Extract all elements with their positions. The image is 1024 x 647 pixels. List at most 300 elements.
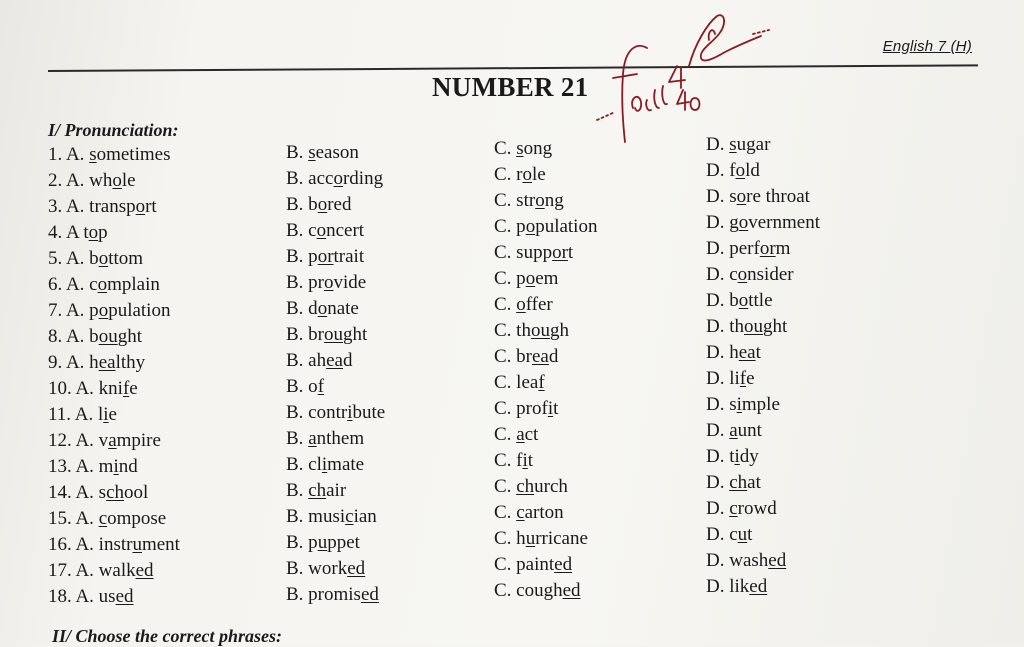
- underlined-sound: ea: [738, 342, 756, 363]
- word-part: A. s: [75, 482, 107, 503]
- underlined-sound: s: [308, 142, 316, 163]
- word-part: nate: [327, 298, 359, 319]
- underlined-sound: ou: [98, 326, 118, 347]
- word-part: ugar: [736, 134, 771, 155]
- word-part: A. l: [74, 404, 104, 425]
- word-part: ttom: [108, 248, 144, 269]
- word-part: B. c: [286, 220, 317, 241]
- question-number: 8.: [48, 326, 63, 347]
- underlined-sound: u: [525, 528, 536, 549]
- word-part: C. prof: [494, 398, 548, 419]
- word-part: D.: [706, 472, 730, 493]
- word-part: C. r: [494, 164, 523, 185]
- option-a-q7: [48, 300, 170, 322]
- option-b-q5: [286, 246, 364, 268]
- option-c-q9: [494, 346, 558, 368]
- option-d-q6: [706, 264, 794, 286]
- word-part: ian: [353, 506, 377, 527]
- underlined-sound: o: [98, 300, 109, 321]
- underlined-sound: i: [113, 456, 119, 477]
- underlined-sound: ch: [106, 482, 125, 503]
- word-part: A. c: [65, 274, 98, 295]
- section-pronunciation-heading: I/ Pronunciation:: [48, 120, 179, 140]
- underlined-sound: o: [525, 216, 536, 237]
- option-a-q2: [48, 170, 136, 192]
- word-part: C. br: [494, 346, 532, 367]
- option-b-q17: [286, 558, 365, 580]
- option-c-q12: [494, 424, 538, 446]
- option-d-q11: [706, 394, 780, 416]
- option-c-q15: [494, 502, 564, 524]
- underlined-sound: o: [735, 160, 746, 181]
- underlined-sound: i: [103, 404, 109, 425]
- word-part: D.: [706, 420, 730, 441]
- question-number: 7.: [48, 300, 63, 321]
- question-number: 6.: [48, 274, 63, 295]
- underlined-sound: ea: [326, 350, 343, 371]
- underlined-sound: a: [108, 430, 117, 451]
- option-a-q16: [48, 534, 180, 556]
- underlined-sound: ed: [360, 584, 379, 605]
- option-b-q18: [286, 584, 379, 606]
- word-part: C.: [494, 138, 517, 159]
- question-number: 18.: [48, 586, 72, 607]
- option-a-q11: [48, 404, 117, 426]
- word-part: d: [342, 350, 353, 371]
- underlined-sound: f: [538, 372, 545, 393]
- word-part: D. h: [706, 342, 739, 363]
- underlined-sound: u: [317, 532, 328, 553]
- underlined-sound: ed: [562, 580, 581, 601]
- underlined-sound: o: [737, 264, 748, 285]
- option-d-q15: [706, 498, 777, 520]
- underlined-sound: f: [317, 376, 325, 397]
- option-b-q12: [286, 428, 364, 450]
- underlined-sound: ed: [115, 586, 134, 607]
- underlined-sound: i: [736, 394, 742, 415]
- option-a-q4: [48, 222, 108, 244]
- word-part: red: [327, 194, 352, 215]
- underlined-sound: c: [516, 502, 525, 523]
- underlined-sound: ed: [749, 576, 768, 597]
- question-number: 4.: [48, 222, 63, 243]
- underlined-sound: a: [729, 420, 738, 441]
- underlined-sound: o: [736, 186, 747, 207]
- underlined-sound: o: [98, 248, 109, 269]
- word-part: A. b: [65, 248, 99, 269]
- word-part: t: [527, 450, 534, 471]
- question-number: 5.: [48, 248, 63, 269]
- word-part: mple: [741, 394, 780, 415]
- word-part: B. ah: [286, 350, 327, 371]
- option-a-q10: [48, 378, 138, 400]
- word-part: gh: [549, 320, 569, 341]
- option-b-q8: [286, 324, 367, 346]
- option-a-q3: [48, 196, 157, 218]
- word-part: D. b: [706, 290, 739, 311]
- underlined-sound: ed: [554, 554, 573, 575]
- underlined-sound: i: [734, 446, 740, 467]
- option-d-q14: [706, 472, 761, 494]
- word-part: em: [535, 268, 559, 289]
- underlined-sound: or: [759, 238, 776, 259]
- word-part: B. p: [286, 532, 318, 553]
- option-d-q8: [706, 316, 787, 338]
- option-c-q11: [494, 398, 558, 420]
- word-part: D. wash: [706, 550, 769, 571]
- underlined-sound: o: [522, 164, 532, 185]
- word-part: D. th: [706, 316, 744, 337]
- underlined-sound: ou: [744, 316, 763, 337]
- word-part: vernment: [748, 212, 820, 233]
- option-b-q11: [286, 402, 385, 424]
- option-c-q5: [494, 242, 573, 264]
- underlined-sound: o: [333, 168, 343, 189]
- word-part: A. kni: [75, 378, 123, 399]
- word-part: A. v: [75, 430, 109, 451]
- word-part: ompose: [107, 508, 167, 529]
- word-part: D. li: [706, 368, 740, 389]
- word-part: rt: [145, 196, 157, 217]
- underlined-sound: ch: [729, 472, 748, 493]
- word-part: B.: [286, 142, 309, 163]
- word-part: m: [775, 238, 791, 259]
- option-a-q15: [48, 508, 166, 530]
- page-title: NUMBER 21: [432, 72, 589, 102]
- word-part: trait: [333, 246, 365, 267]
- word-part: B. d: [286, 298, 318, 319]
- word-part: rowd: [737, 498, 777, 519]
- word-part: pulation: [108, 300, 171, 321]
- word-part: B.: [286, 428, 309, 449]
- underlined-sound: f: [739, 368, 747, 389]
- word-part: ght: [763, 316, 788, 337]
- word-part: C.: [494, 424, 517, 445]
- underlined-sound: s: [729, 134, 737, 155]
- underlined-sound: or: [317, 246, 334, 267]
- word-part: A. m: [75, 456, 114, 477]
- underlined-sound: c: [98, 508, 108, 529]
- underlined-sound: ou: [530, 320, 550, 341]
- word-part: B. b: [286, 194, 318, 215]
- question-number: 17.: [48, 560, 72, 581]
- word-part: A. h: [65, 352, 99, 373]
- option-b-q3: [286, 194, 351, 216]
- question-number: 12.: [48, 430, 72, 451]
- option-c-q10: [494, 372, 545, 394]
- word-part: A t: [65, 222, 89, 243]
- word-part: ometimes: [96, 144, 171, 165]
- option-c-q4: [494, 216, 597, 238]
- word-part: D. f: [706, 160, 736, 181]
- option-a-q13: [48, 456, 138, 478]
- underlined-sound: o: [112, 170, 122, 191]
- option-b-q13: [286, 454, 364, 476]
- question-number: 15.: [48, 508, 72, 529]
- word-part: A. us: [75, 586, 116, 607]
- underlined-sound: u: [132, 534, 142, 555]
- underlined-sound: ed: [768, 550, 787, 571]
- word-part: ld: [745, 160, 760, 181]
- underlined-sound: o: [88, 222, 99, 243]
- underlined-sound: f: [122, 378, 130, 399]
- word-part: A. walk: [75, 560, 136, 581]
- word-part: bute: [352, 402, 386, 423]
- option-b-q14: [286, 480, 346, 502]
- word-part: t: [567, 242, 574, 263]
- option-a-q17: [48, 560, 154, 582]
- word-part: B. contr: [286, 402, 348, 423]
- handwritten-score-mark: [585, 4, 785, 144]
- word-part: le: [121, 170, 136, 191]
- word-part: D. s: [706, 186, 737, 207]
- word-part: dy: [739, 446, 759, 467]
- underlined-sound: a: [516, 424, 525, 445]
- word-part: lthy: [115, 352, 146, 373]
- word-part: C. h: [494, 528, 526, 549]
- word-part: vide: [333, 272, 367, 293]
- word-part: B. o: [286, 376, 318, 397]
- option-c-q16: [494, 528, 588, 550]
- option-d-q10: [706, 368, 755, 390]
- option-a-q18: [48, 586, 134, 608]
- option-b-q9: [286, 350, 352, 372]
- section-phrases-heading: II/ Choose the correct phrases:: [52, 626, 283, 646]
- question-number: 16.: [48, 534, 72, 555]
- underlined-sound: o: [97, 274, 108, 295]
- word-part: C. supp: [494, 242, 553, 263]
- question-number: 1.: [48, 144, 63, 165]
- word-part: le: [532, 164, 546, 185]
- question-number: 2.: [48, 170, 63, 191]
- word-part: B. acc: [286, 168, 334, 189]
- underlined-sound: or: [552, 242, 568, 263]
- option-d-q7: [706, 290, 773, 312]
- underlined-sound: u: [737, 524, 748, 545]
- word-part: B. br: [286, 324, 324, 345]
- underlined-sound: o: [516, 294, 526, 315]
- word-part: d: [548, 346, 559, 367]
- word-part: ght: [117, 326, 142, 347]
- option-d-q12: [706, 420, 762, 442]
- word-part: A.: [65, 144, 90, 165]
- word-part: C. lea: [494, 372, 539, 393]
- word-part: C. f: [494, 450, 523, 471]
- word-part: ment: [141, 534, 180, 555]
- option-d-q3: [706, 186, 810, 208]
- underlined-sound: s: [89, 144, 97, 165]
- underlined-sound: o: [317, 298, 328, 319]
- option-c-q17: [494, 554, 572, 576]
- word-part: D.: [706, 134, 730, 155]
- underlined-sound: s: [516, 138, 524, 159]
- header-rule: [48, 64, 978, 72]
- underlined-sound: i: [547, 398, 554, 419]
- option-d-q1: [706, 134, 770, 156]
- underlined-sound: o: [317, 194, 328, 215]
- option-a-q12: [48, 430, 161, 452]
- word-part: nd: [118, 456, 138, 477]
- option-a-q5: [48, 248, 143, 270]
- word-part: urch: [534, 476, 568, 497]
- word-part: ncert: [326, 220, 365, 241]
- question-number: 13.: [48, 456, 72, 477]
- word-part: ppet: [327, 532, 360, 553]
- option-c-q8: [494, 320, 569, 342]
- word-part: arton: [524, 502, 564, 523]
- word-part: A. p: [65, 300, 99, 321]
- word-part: D. g: [706, 212, 739, 233]
- option-a-q6: [48, 274, 160, 296]
- option-c-q2: [494, 164, 546, 186]
- word-part: air: [326, 480, 347, 501]
- question-number: 11.: [48, 404, 72, 425]
- word-part: nsider: [747, 264, 794, 285]
- option-c-q13: [494, 450, 533, 472]
- word-part: A.: [75, 508, 99, 529]
- underlined-sound: ed: [135, 560, 154, 581]
- underlined-sound: ch: [308, 480, 327, 501]
- underlined-sound: ed: [347, 558, 366, 579]
- option-a-q8: [48, 326, 142, 348]
- word-part: rding: [342, 168, 384, 189]
- option-b-q2: [286, 168, 383, 190]
- underlined-sound: ea: [98, 352, 116, 373]
- word-part: B. pr: [286, 272, 324, 293]
- word-part: B. work: [286, 558, 348, 579]
- underlined-sound: o: [525, 268, 536, 289]
- option-a-q9: [48, 352, 145, 374]
- word-part: ght: [343, 324, 368, 345]
- underlined-sound: o: [316, 220, 327, 241]
- word-part: D. t: [706, 446, 735, 467]
- question-number: 14.: [48, 482, 72, 503]
- option-c-q3: [494, 190, 564, 212]
- option-b-q6: [286, 272, 366, 294]
- option-b-q1: [286, 142, 359, 164]
- word-part: A. b: [65, 326, 99, 347]
- option-d-q4: [706, 212, 820, 234]
- underlined-sound: o: [535, 190, 545, 211]
- word-part: C. paint: [494, 554, 555, 575]
- word-part: B. promis: [286, 584, 361, 605]
- word-part: at: [747, 472, 761, 493]
- underlined-sound: i: [347, 402, 353, 423]
- word-part: ttle: [748, 290, 773, 311]
- option-d-q9: [706, 342, 761, 364]
- word-part: A. instr: [75, 534, 133, 555]
- underlined-sound: o: [738, 290, 749, 311]
- word-part: t: [755, 342, 761, 363]
- word-part: C. cough: [494, 580, 563, 601]
- option-c-q7: [494, 294, 553, 316]
- option-d-q17: [706, 550, 786, 572]
- word-part: re throat: [746, 186, 810, 207]
- word-part: e: [746, 368, 755, 389]
- word-part: C.: [494, 502, 517, 523]
- question-number: 10.: [48, 378, 72, 399]
- word-part: pulation: [535, 216, 598, 237]
- option-c-q18: [494, 580, 581, 602]
- word-part: unt: [737, 420, 762, 441]
- underlined-sound: ch: [516, 476, 535, 497]
- option-b-q4: [286, 220, 364, 242]
- underlined-sound: o: [738, 212, 749, 233]
- word-part: mpire: [116, 430, 161, 451]
- option-c-q6: [494, 268, 558, 290]
- underlined-sound: ou: [324, 324, 343, 345]
- option-d-q5: [706, 238, 790, 260]
- word-part: p: [98, 222, 108, 243]
- word-part: D. perf: [706, 238, 760, 259]
- option-b-q15: [286, 506, 377, 528]
- word-part: nthem: [316, 428, 365, 449]
- option-a-q14: [48, 482, 148, 504]
- word-part: B.: [286, 480, 309, 501]
- option-d-q16: [706, 524, 752, 546]
- word-part: ool: [124, 482, 149, 503]
- word-part: C.: [494, 294, 517, 315]
- word-part: D.: [706, 498, 730, 519]
- word-part: C. p: [494, 216, 526, 237]
- word-part: A. wh: [65, 170, 113, 191]
- option-a-q1: [48, 144, 170, 166]
- word-part: e: [108, 404, 117, 425]
- underlined-sound: c: [345, 506, 354, 527]
- question-number: 3.: [48, 196, 63, 217]
- word-part: C.: [494, 476, 517, 497]
- word-part: ng: [544, 190, 564, 211]
- underlined-sound: o: [135, 196, 146, 217]
- option-d-q18: [706, 576, 767, 598]
- option-d-q13: [706, 446, 759, 468]
- word-part: e: [129, 378, 138, 399]
- option-c-q1: [494, 138, 552, 160]
- word-part: rricane: [535, 528, 588, 549]
- option-c-q14: [494, 476, 568, 498]
- word-part: C. th: [494, 320, 531, 341]
- word-part: D. s: [706, 394, 737, 415]
- word-part: B. p: [286, 246, 318, 267]
- option-d-q2: [706, 160, 760, 182]
- underlined-sound: i: [522, 450, 528, 471]
- word-part: C. str: [494, 190, 536, 211]
- underlined-sound: ea: [532, 346, 549, 367]
- underlined-sound: c: [729, 498, 738, 519]
- word-part: B. musi: [286, 506, 346, 527]
- word-part: t: [553, 398, 559, 419]
- question-number: 9.: [48, 352, 63, 373]
- word-part: mplain: [107, 274, 160, 295]
- word-part: D. c: [706, 524, 738, 545]
- underlined-sound: a: [308, 428, 317, 449]
- word-part: ct: [524, 424, 539, 445]
- underlined-sound: i: [321, 454, 328, 475]
- option-b-q10: [286, 376, 324, 398]
- option-b-q7: [286, 298, 359, 320]
- word-part: t: [747, 524, 753, 545]
- subject-label: English 7 (H): [882, 38, 972, 55]
- underlined-sound: o: [324, 272, 334, 293]
- word-part: mate: [327, 454, 365, 475]
- word-part: ffer: [525, 294, 553, 315]
- word-part: D. lik: [706, 576, 750, 597]
- word-part: C. p: [494, 268, 526, 289]
- option-b-q16: [286, 532, 360, 554]
- word-part: D. c: [706, 264, 738, 285]
- word-part: B. cl: [286, 454, 322, 475]
- word-part: A. transp: [65, 196, 136, 217]
